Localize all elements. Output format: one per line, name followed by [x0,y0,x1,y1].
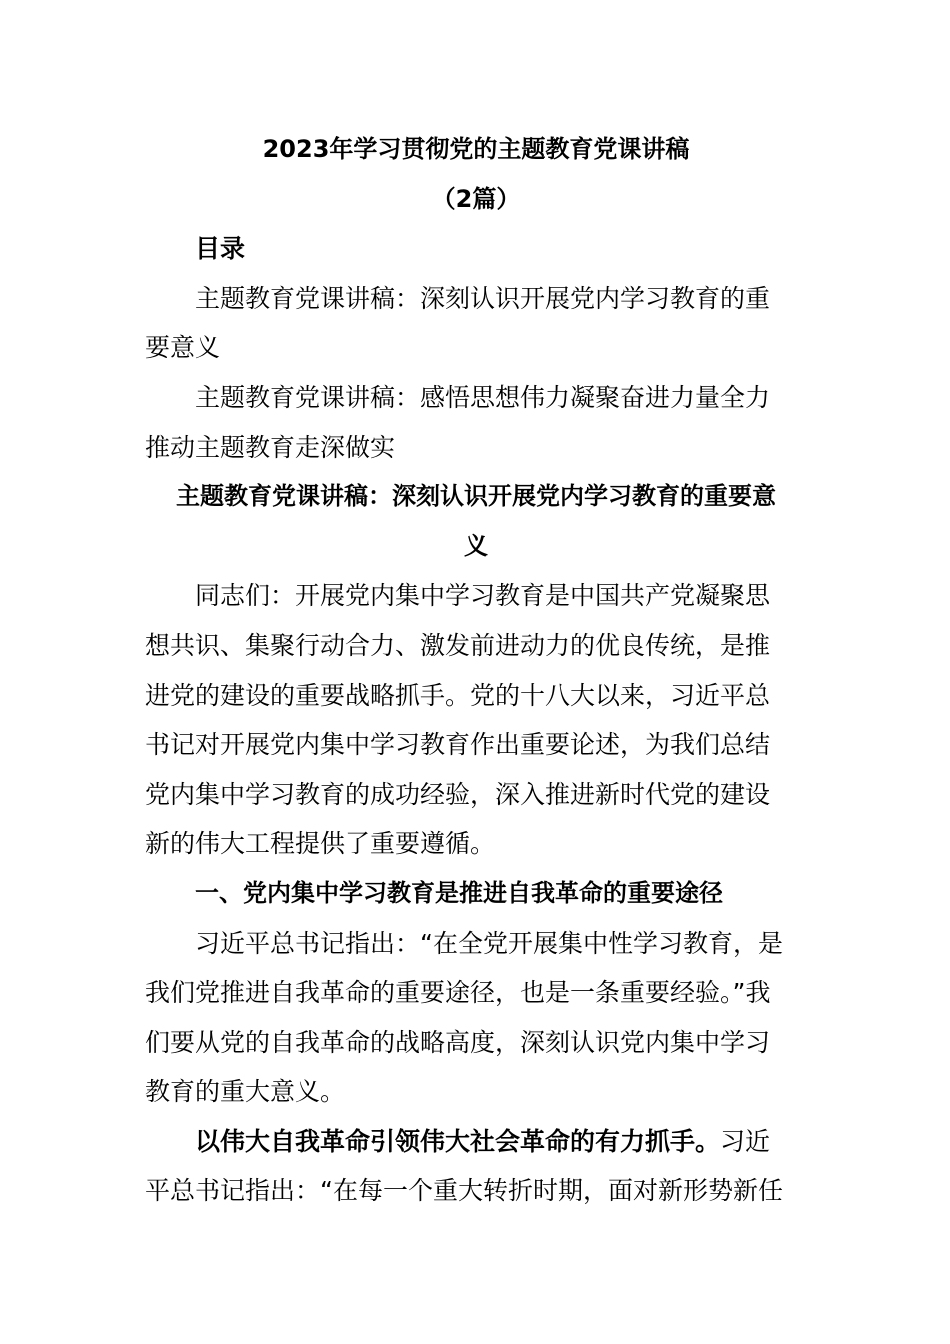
toc-item-1-line-2: 要意义 [145,333,221,363]
paragraph-3-text: 习近 [720,1126,771,1156]
toc-item-2-line-2: 推动主题教育走深做实 [145,432,396,462]
paragraph-1-line: 想共识、集聚行动合力、激发前进动力的优良传统，是推 [145,630,771,660]
paragraph-3-line-1 [145,1117,807,1167]
article-title-line-2: 义 [464,531,488,560]
document-page [145,125,807,1216]
paragraph-2-line: 们要从党的自我革命的战略高度，深刻认识党内集中学习 [145,1027,771,1057]
article-title-line-1: 主题教育党课讲稿：深刻认识开展党内学习教育的重要意 [176,482,776,511]
paragraph-1-line: 书记对开展党内集中学习教育作出重要论述，为我们总结 [145,730,771,760]
paragraph-1-line: 党内集中学习教育的成功经验，深入推进新时代党的建设 [145,779,771,809]
toc-heading: 目录 [195,234,246,264]
paragraph-3-bold-lead: 以伟大自我革命引领伟大社会革命的有力抓手。 [195,1126,721,1156]
document-title-line-2: （2篇） [431,184,521,213]
paragraph-2-line: 教育的重大意义。 [145,1077,346,1107]
document-title-line-1: 2023年学习贯彻党的主题教育党课讲稿 [262,135,690,163]
toc-item-1-line-1: 主题教育党课讲稿：深刻认识开展党内学习教育的重 [195,283,771,313]
paragraph-2-line: 我们党推进自我革命的重要途径，也是一条重要经验。”我 [145,978,771,1008]
section-1-heading: 一、党内集中学习教育是推进自我革命的重要途径 [195,878,723,907]
paragraph-2-line: 习近平总书记指出：“在全党开展集中性学习教育，是 [195,928,783,958]
paragraph-1-line: 同志们：开展党内集中学习教育是中国共产党凝聚思 [195,581,771,611]
toc-item-2-line-1: 主题教育党课讲稿：感悟思想伟力凝聚奋进力量全力 [195,382,771,412]
paragraph-1-line: 新的伟大工程提供了重要遵循。 [145,829,496,859]
paragraph-1-line: 进党的建设的重要战略抓手。党的十八大以来，习近平总 [145,680,771,710]
paragraph-3-line-2: 平总书记指出：“在每一个重大转折时期，面对新形势新任 [145,1176,783,1206]
